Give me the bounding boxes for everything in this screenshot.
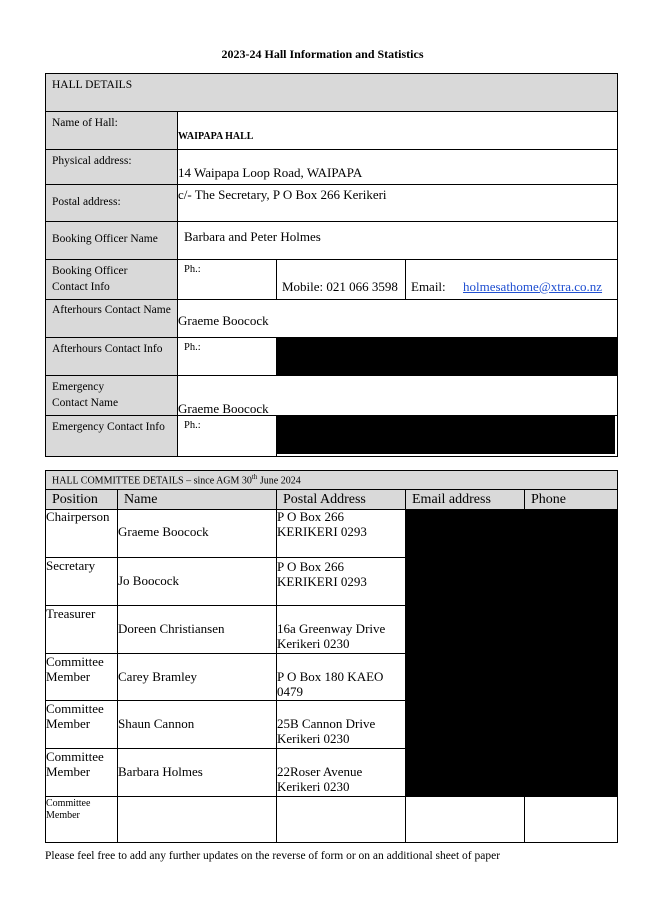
booking-phone-cell <box>178 260 277 300</box>
col-header-postal-address <box>277 490 406 510</box>
emergency-name-cell <box>178 376 617 416</box>
table-row-address <box>277 749 406 797</box>
footer-note: Please feel free to add any further updates on the reverse of form or on an additional sheet of paper <box>45 850 501 862</box>
position-line1: Committee <box>46 749 104 764</box>
position-line2: Member <box>46 763 91 779</box>
table-row-name <box>118 701 277 749</box>
redaction-block <box>277 416 615 454</box>
emergency-name-value: Graeme Boocock <box>178 401 269 416</box>
member-name: Barbara Holmes <box>118 764 203 779</box>
table-row-position <box>46 654 118 701</box>
booking-ph-label: Ph.: <box>184 264 201 275</box>
physical-address-label-text: Physical address: <box>52 155 132 167</box>
address-line1: P O Box 266 <box>277 509 345 524</box>
table-row-name <box>118 797 277 842</box>
table-row-address <box>277 797 406 842</box>
afterhours-name-label-text: Afterhours Contact Name <box>52 304 171 316</box>
position-line1: Committee <box>46 798 91 809</box>
committee-heading-sup: th <box>251 473 258 481</box>
hall-details-table <box>45 73 618 457</box>
table-row-position <box>46 701 118 749</box>
name-of-hall-label <box>46 112 178 150</box>
booking-mobile-cell <box>277 260 406 300</box>
table-row-name <box>118 558 277 606</box>
booking-email-link[interactable]: holmesathome@xtra.co.nz <box>463 279 603 294</box>
booking-email-cell <box>406 260 617 300</box>
emergency-name-label <box>46 376 178 416</box>
name-of-hall-value-cell <box>178 112 617 150</box>
booking-contact-label-line1: Booking Officer <box>52 265 128 277</box>
position-line2: Member <box>46 810 80 821</box>
position-line1: Committee <box>46 701 104 716</box>
position-line2: Member <box>46 668 91 684</box>
booking-officer-name-label <box>46 222 178 260</box>
address-line2: Kerikeri 0230 <box>277 730 350 746</box>
afterhours-name-cell <box>178 300 617 338</box>
hall-details-heading-text: HALL DETAILS <box>52 79 133 91</box>
table-row-address <box>277 701 406 749</box>
position-line2: Member <box>46 715 91 731</box>
name-of-hall-label-text: Name of Hall: <box>52 117 118 129</box>
col-header-email <box>406 490 525 510</box>
emergency-ph-label: Ph.: <box>184 420 201 431</box>
table-row-phone <box>525 797 617 842</box>
member-name: Graeme Boocock <box>118 524 209 539</box>
address-line1: P O Box 180 KAEO <box>277 669 384 684</box>
address-line2: 0479 <box>277 683 303 699</box>
postal-address-label-text: Postal address: <box>52 196 121 208</box>
col-header-name <box>118 490 277 510</box>
member-name: Doreen Christiansen <box>118 621 225 636</box>
afterhours-info-label <box>46 338 178 376</box>
address-line2: Kerikeri 0230 <box>277 635 350 651</box>
table-row-address <box>277 654 406 701</box>
col-header-phone-text: Phone <box>531 492 566 507</box>
booking-email-label: Email: <box>411 279 446 294</box>
member-name: Shaun Cannon <box>118 716 195 731</box>
position-line1: Committee <box>46 654 104 669</box>
position-line1: Secretary <box>46 558 96 573</box>
physical-address-value: 14 Waipapa Loop Road, WAIPAPA <box>178 165 363 180</box>
table-row-email <box>406 797 525 842</box>
table-row-name <box>118 749 277 797</box>
redaction-block <box>277 338 618 376</box>
afterhours-ph-label: Ph.: <box>184 342 201 353</box>
table-row-position <box>46 749 118 797</box>
afterhours-name-value: Graeme Boocock <box>178 313 269 328</box>
afterhours-phone-cell <box>178 338 277 376</box>
col-header-phone <box>525 490 617 510</box>
position-line1: Treasurer <box>46 606 96 621</box>
postal-address-value: c/- The Secretary, P O Box 266 Kerikeri <box>178 187 387 202</box>
table-row-address <box>277 510 406 558</box>
postal-address-label <box>46 185 178 222</box>
col-header-position-text: Position <box>52 492 98 507</box>
booking-mobile: Mobile: 021 066 3598 <box>282 279 398 294</box>
member-name: Jo Boocock <box>118 573 180 588</box>
emergency-name-label-line1: Emergency <box>52 381 105 393</box>
booking-contact-label-line2: Contact Info <box>52 280 110 293</box>
booking-officer-name-value: Barbara and Peter Holmes <box>184 229 321 244</box>
address-line1: 25B Cannon Drive <box>277 716 376 731</box>
committee-heading <box>46 471 617 490</box>
physical-address-label <box>46 150 178 185</box>
page-title: 2023-24 Hall Information and Statistics <box>221 47 424 61</box>
booking-officer-contact-label <box>46 260 178 300</box>
afterhours-name-label <box>46 300 178 338</box>
committee-heading-tail: June 2024 <box>257 475 301 487</box>
redaction-block <box>406 558 525 797</box>
booking-officer-name-cell <box>178 222 617 260</box>
physical-address-cell <box>178 150 617 185</box>
member-name: Carey Bramley <box>118 669 198 684</box>
afterhours-info-label-text: Afterhours Contact Info <box>52 343 163 355</box>
address-line2: KERIKERI 0293 <box>277 523 367 539</box>
table-row-address <box>277 606 406 654</box>
table-row-name <box>118 510 277 558</box>
emergency-name-label-line2: Contact Name <box>52 396 119 409</box>
table-row-position <box>46 797 118 842</box>
table-row-position <box>46 510 118 558</box>
name-of-hall-value: WAIPAPA HALL <box>178 131 254 142</box>
col-header-name-text: Name <box>124 492 158 507</box>
hall-details-heading <box>46 74 617 112</box>
table-row-address <box>277 558 406 606</box>
committee-table <box>45 470 618 843</box>
col-header-email-text: Email address <box>412 492 491 507</box>
table-row-name <box>118 654 277 701</box>
address-line1: 22Roser Avenue <box>277 764 363 779</box>
booking-officer-name-label-text: Booking Officer Name <box>52 233 158 245</box>
redaction-block <box>406 510 618 558</box>
table-row-position <box>46 558 118 606</box>
postal-address-cell <box>178 185 617 222</box>
emergency-info-label <box>46 416 178 456</box>
redaction-block <box>525 558 618 797</box>
col-header-position <box>46 490 118 510</box>
committee-heading-main: HALL COMMITTEE DETAILS – since AGM 30 <box>52 475 252 487</box>
emergency-info-label-text: Emergency Contact Info <box>52 421 165 433</box>
table-row-position <box>46 606 118 654</box>
address-line2: Kerikeri 0230 <box>277 778 350 794</box>
emergency-phone-cell <box>178 416 277 456</box>
address-line1: 16a Greenway Drive <box>277 621 386 636</box>
address-line1: P O Box 266 <box>277 559 345 574</box>
address-line2: KERIKERI 0293 <box>277 573 367 589</box>
col-header-postal-address-text: Postal Address <box>283 492 366 507</box>
position-line1: Chairperson <box>46 509 110 524</box>
table-row-name <box>118 606 277 654</box>
